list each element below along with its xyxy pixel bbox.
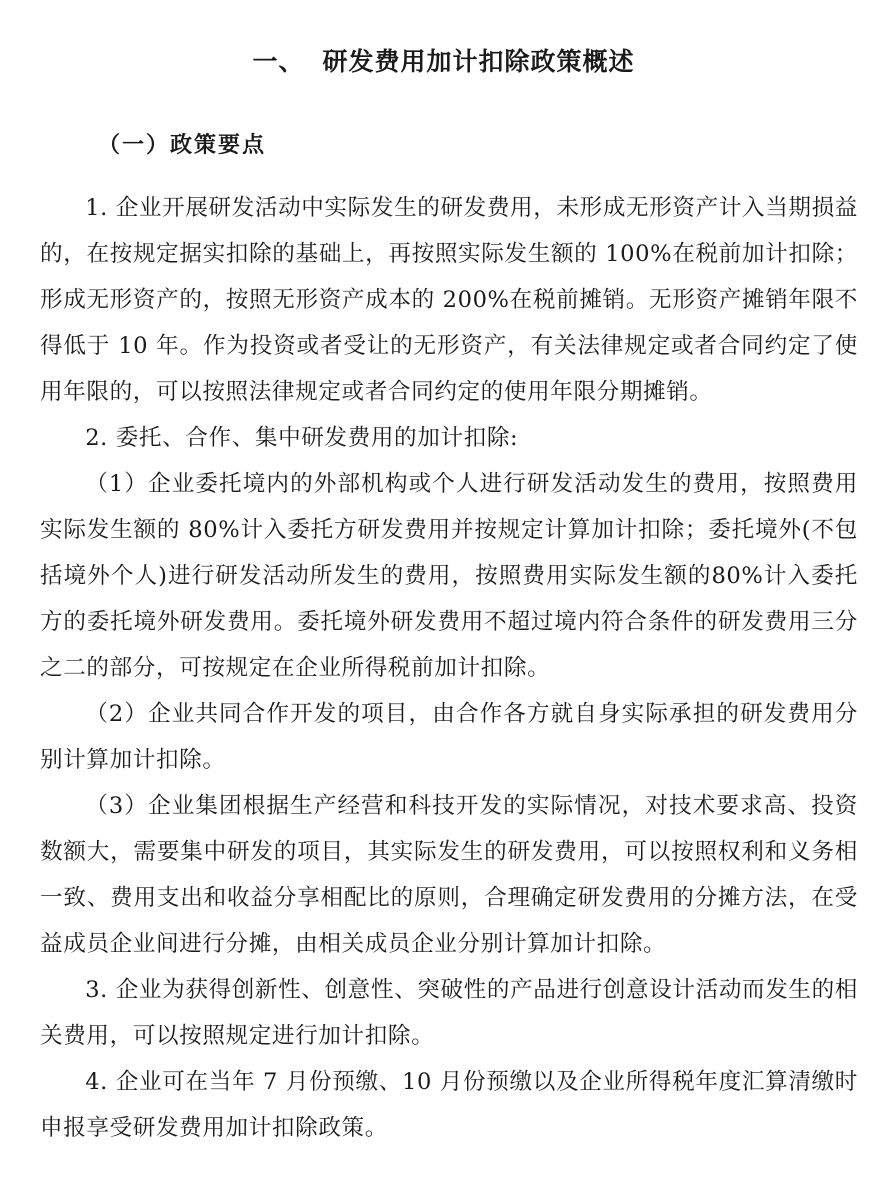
paragraph-item-2-3: （3）企业集团根据生产经营和科技开发的实际情况，对技术要求高、投资数额大，需要集中研发的项目，其实际发生的研发费用，可以按照权利和义务相一致、费用支出和收益分享相配比的原则，合理确定研发费用的分摊方法，在受益成员企业间进行分摊，由相关成员企业分别计算加计扣除。: [40, 793, 858, 957]
paragraph-item-4: 4. 企业可在当年 7 月份预缴、10 月份预缴以及企业所得税年度汇算清缴时申报享受研发费用加计扣除政策。: [40, 1069, 858, 1141]
document-body: [40, 185, 858, 1151]
paragraph-item-1: 1. 企业开展研发活动中实际发生的研发费用，未形成无形资产计入当期损益的，在按规定据实扣除的基础上，再按照实际发生额的 100%在税前加计扣除；形成无形资产的，按照无形资产成本的 200%在税前摊销。无形资产摊销年限不得低于 10 年。作为投资或者受让的无形资产，有关法律规定或者合同约定了使用年限的，可以按照法律规定或者合同约定的使用年限分期摊销。: [40, 195, 858, 405]
paragraph-item-2-2: （2）企业共同合作开发的项目，由合作各方就自身实际承担的研发费用分别计算加计扣除。: [40, 701, 858, 773]
paragraph-item-3: 3. 企业为获得创新性、创意性、突破性的产品进行创意设计活动而发生的相关费用，可以按照规定进行加计扣除。: [40, 977, 858, 1049]
section-title: 研发费用加计扣除政策概述: [322, 47, 635, 76]
paragraph-item-2: 2. 委托、合作、集中研发费用的加计扣除:: [85, 425, 519, 451]
paragraph-item-2-1: （1）企业委托境内的外部机构或个人进行研发活动发生的费用，按照费用实际发生额的 80%计入委托方研发费用并按规定计算加计扣除；委托境外(不包括境外个人)进行研发活动所发生的费用，按照费用实际发生额的80%计入委托方的委托境外研发费用。委托境外研发费用不超过境内符合条件的研发费用三分之二的部分，可按规定在企业所得税前加计扣除。: [40, 471, 858, 681]
section-heading: [0, 42, 887, 82]
section-number: 一、: [252, 47, 305, 76]
subsection-heading: （一）政策要点: [98, 133, 267, 158]
